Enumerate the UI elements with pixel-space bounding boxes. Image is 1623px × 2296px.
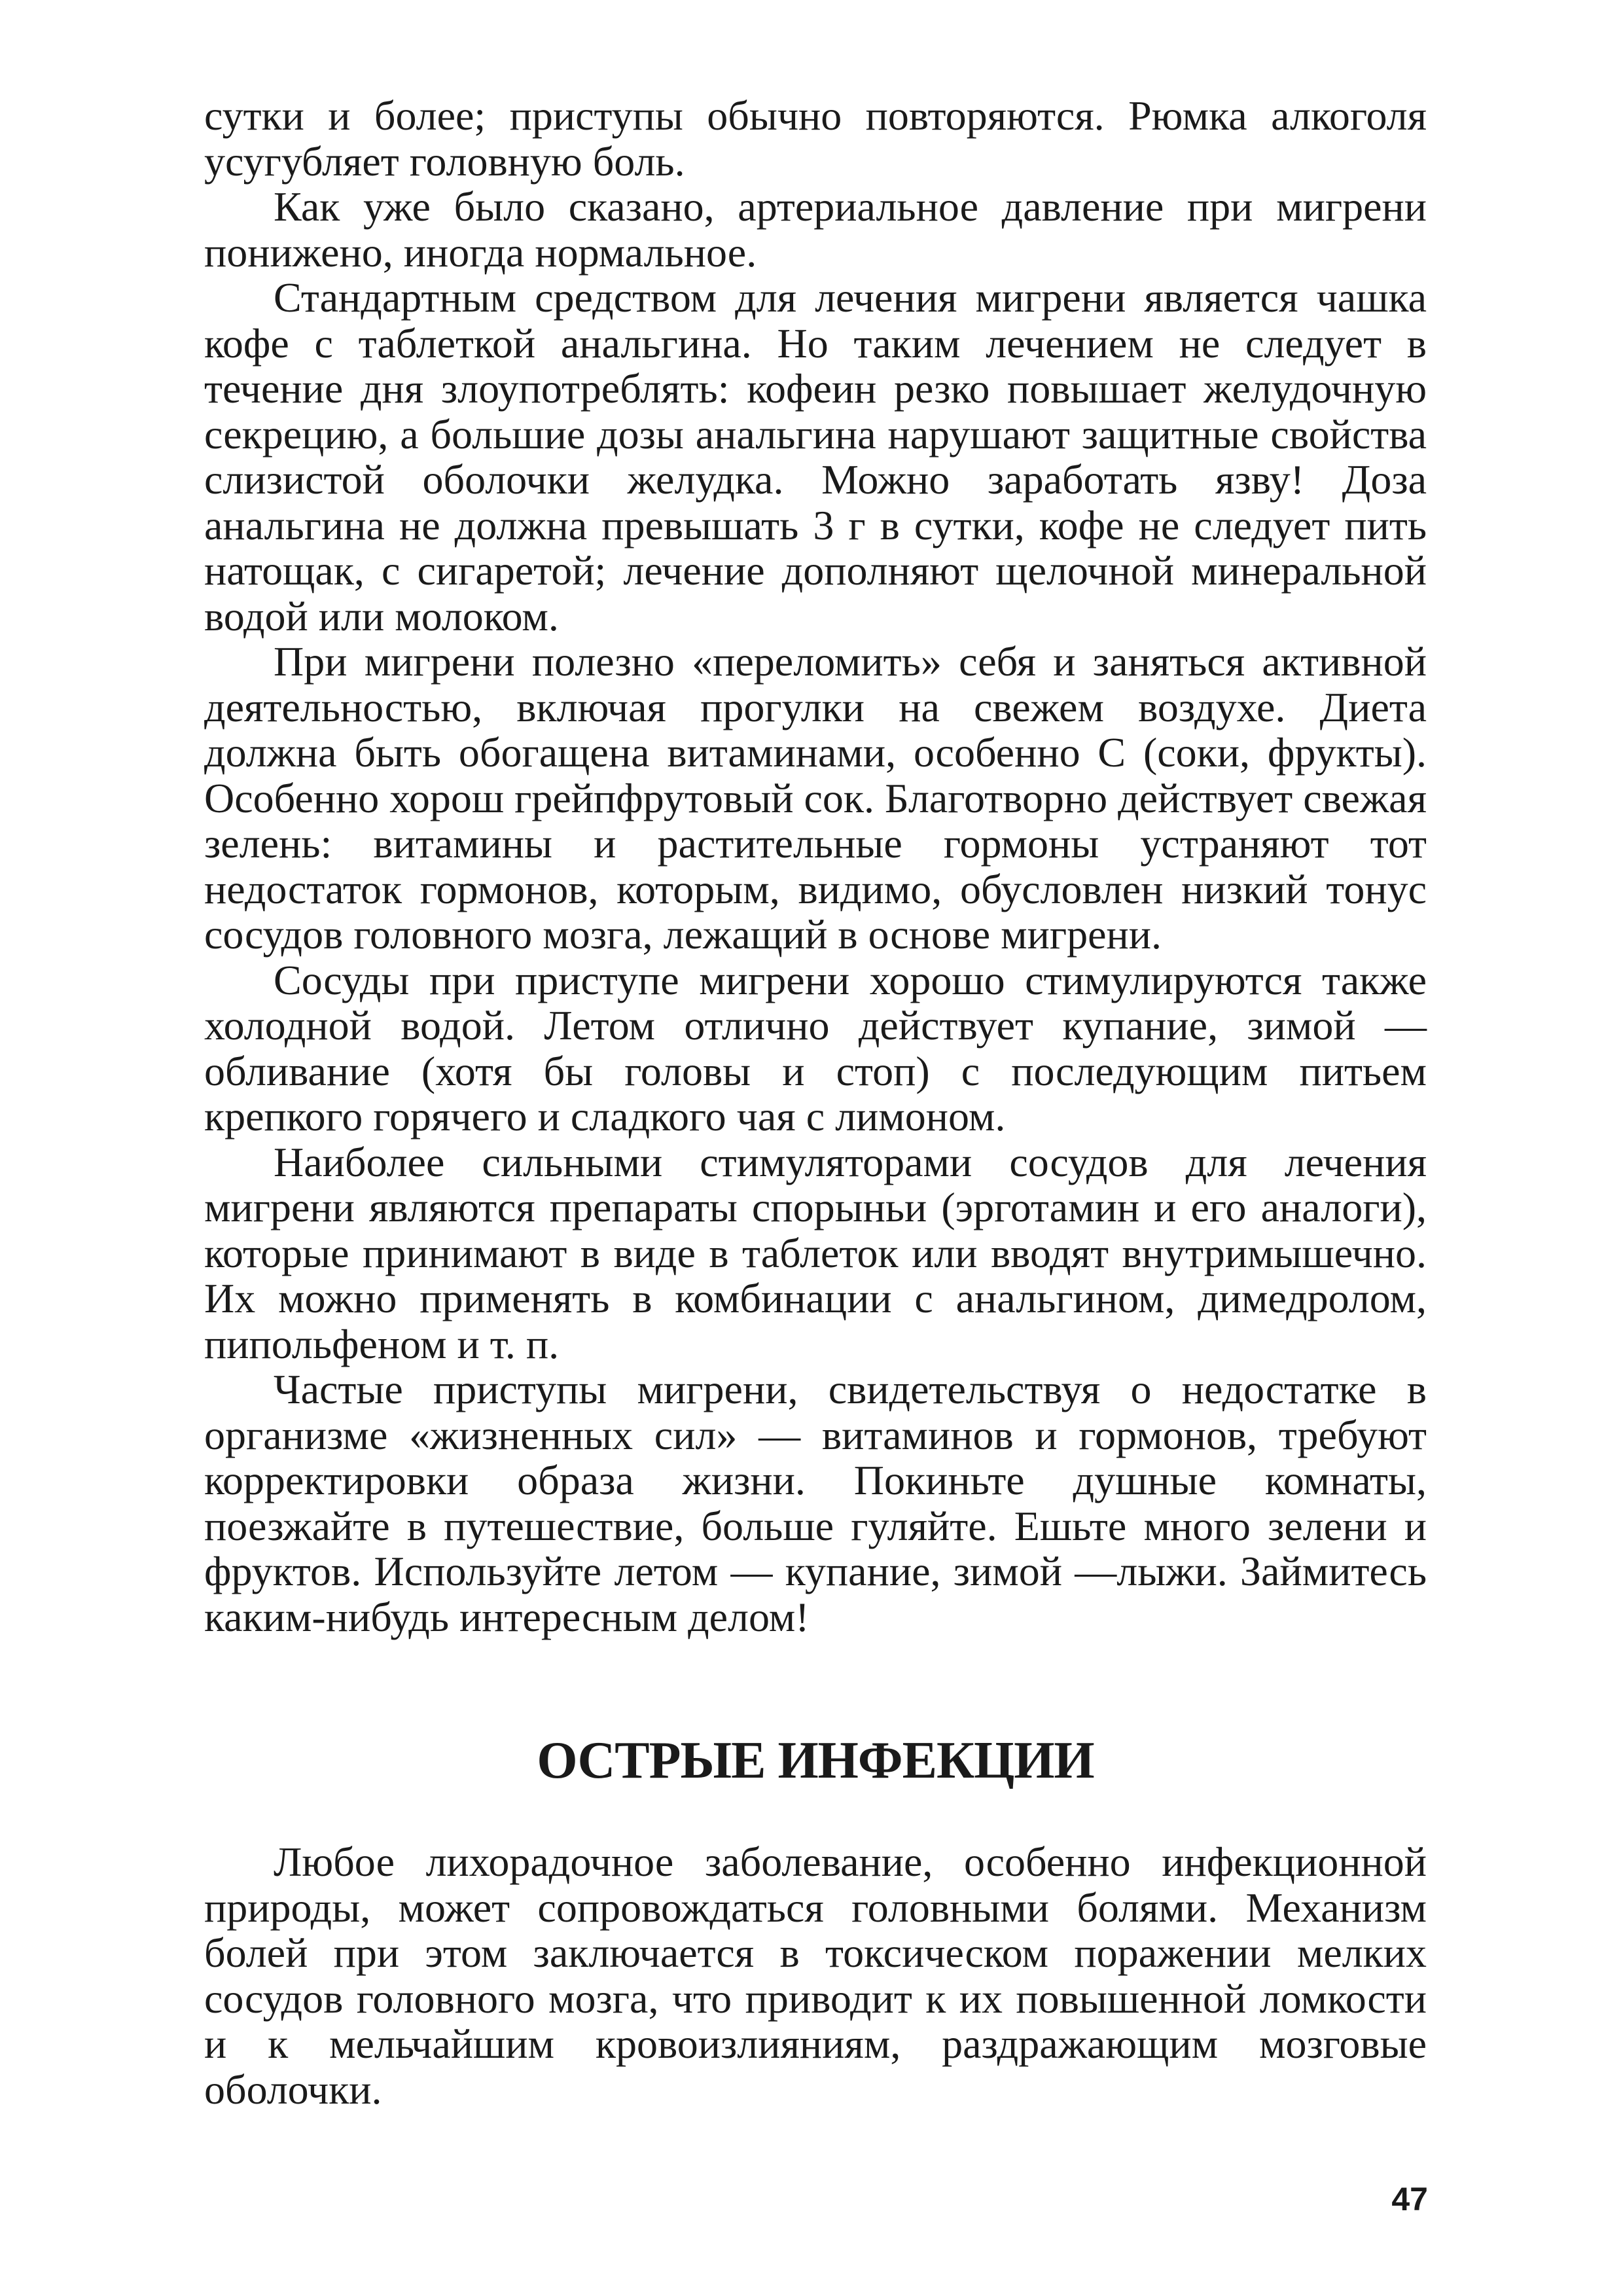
page-number: 47 (1391, 2181, 1428, 2217)
paragraph-lifestyle: Частые приступы мигрени, свидетельствуя о недостатке в организме «жизненных сил» — витаминов и гормонов, требуют корректировки образа жизни. Покиньте душные комнаты, поезжайте в путешествие, больше гуляйте. Ешьте много зелени и фруктов. Используйте летом — купание, зимой —лыжи. Займитесь каким-нибудь интересным делом! (204, 1366, 1427, 1640)
paragraph-ergot-preparations: Наиболее сильными стимуляторами сосудов для лечения мигрени являются препараты спорыньи (эрготамин и его аналоги), которые принимают в виде в таблеток или вводят внутримышечно. Их можно применять в комбинации с анальгином, димедролом, пипольфеном и т. п. (204, 1138, 1427, 1367)
page-content (204, 93, 1427, 2112)
paragraph-blood-pressure: Как уже было сказано, артериальное давление при мигрени понижено, иногда нормальное. (204, 183, 1427, 276)
paragraph-cold-water: Сосуды при приступе мигрени хорошо стимулируются также холодной водой. Летом отлично действует купание, зимой — обливание (хотя бы головы и стоп) с последующим питьем крепкого горячего и сладкого чая с лимоном. (204, 956, 1427, 1139)
paragraph-continuation: сутки и более; приступы обычно повторяются. Рюмка алкоголя усугубляет головную боль. (204, 92, 1427, 185)
paragraph-standard-treatment: Стандартным средством для лечения мигрени является чашка кофе с таблеткой анальгина. Но таким лечением не следует в течение дня злоупотреблять: кофеин резко повышает желудочную секрецию, а большие дозы анальгина нарушают защитные свойства слизистой оболочки желудка. Можно заработать язву! Доза анальгина не должна превышать 3 г в сутки, кофе не следует пить натощак, с сигаретой; лечение дополняют щелочной минеральной водой или молоком. (204, 274, 1427, 639)
section-title: ОСТРЫЕ ИНФЕКЦИИ (537, 1732, 1094, 1789)
paragraph-acute-infections: Любое лихорадочное заболевание, особенно инфекционной природы, может сопровождаться головными болями. Механизм болей при этом заключается в токсическом поражении мелких сосудов головного мозга, что приводит к их повышенной ломкости и к мельчайшим кровоизлияниям, раздражающим мозговые оболочки. (204, 1839, 1427, 2113)
paragraph-activity-diet: При мигрени полезно «переломить» себя и заняться активной деятельностью, включая прогулки на свежем воздухе. Диета должна быть обогащена витаминами, особенно С (соки, фрукты). Особенно хорош грейпфрутовый сок. Благотворно действует свежая зелень: витамины и растительные гормоны устраняют тот недостаток гормонов, которым, видимо, обусловлен низкий тонус сосудов головного мозга, лежащий в основе мигрени. (204, 638, 1427, 958)
